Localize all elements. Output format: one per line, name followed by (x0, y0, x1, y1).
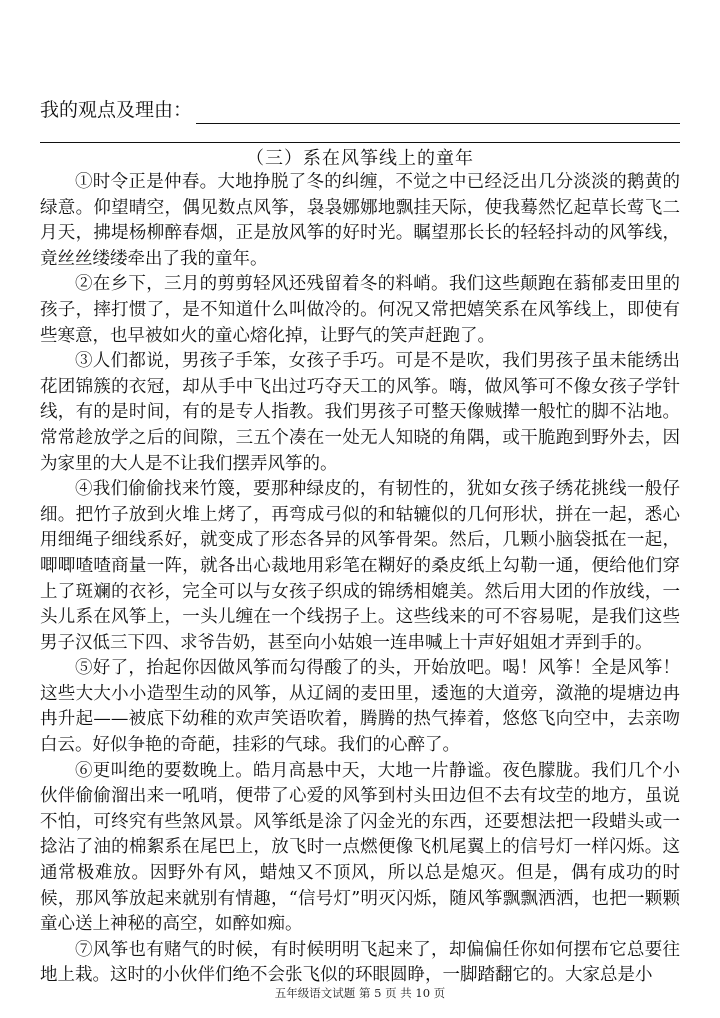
opinion-prompt (40, 96, 680, 124)
paragraph-2: ②在乡下，三月的剪剪轻风还残留着冬的料峭。我们这些颠跑在蓊郁麦田里的孩子，摔打惯了，是不知道什么叫做冷的。何况又常把嬉笑系在风筝线上，即使有些寒意，也早被如火的童心熔化掉，让野气的笑声赶跑了。 (40, 274, 680, 346)
page-footer: 五年级语文试题 第 5 页 共 10 页 (274, 986, 446, 1000)
paragraph-1: ①时令正是仲春。大地挣脱了冬的纠缠，不觉之中已经泛出几分淡淡的鹅黄的绿意。仰望晴空，偶见数点风筝，袅袅娜娜地飘挂天际，使我蓦然忆起草长莺飞二月天，拂堤杨柳醉春烟，正是放风筝的好时光。瞩望那长长的轻轻抖动的风筝线，竟丝丝缕缕牵出了我的童年。 (40, 172, 680, 269)
paragraph-3: ③人们都说，男孩子手笨，女孩子手巧。可是不是吹，我们男孩子虽未能绣出花团锦簇的衣冠，却从手中飞出过巧夺天工的风筝。嗨，做风筝可不像女孩子学针线，有的是时间，有的是专人指教。我们男孩子可整天像贼撵一般忙的脚不沾地。常常趁放学之后的间隙，三五个凑在一处无人知晓的角隅，或干脆跑到野外去，因为家里的大人是不让我们摆弄风筝的。 (40, 351, 680, 474)
section-title: （三）系在风筝线上的童年 (246, 148, 474, 169)
paragraph-5: ⑤好了，抬起你因做风筝而勾得酸了的头，开始放吧。喝！风筝！全是风筝！这些大大小小造型生动的风筝，从辽阔的麦田里，逶迤的大道旁，潋滟的堤塘边冉冉升起——被底下幼稚的欢声笑语吹着，腾腾的热气捧着，悠悠飞向空中，去亲吻白云。好似争艳的奇葩，挂彩的气球。我们的心醉了。 (40, 658, 680, 756)
opinion-answer-line[interactable] (196, 101, 680, 124)
paragraph-6: ⑥更叫绝的要数晚上。皓月高悬中天，大地一片静谧。夜色朦胧。我们几个小伙伴偷偷溜出来一吼哨，便带了心爱的风筝到村头田边但不去有坟茔的地方，虽说不怕，可终究有些煞风景。风筝纸是涂了闪金光的东西，还要想法把一段蜡头或一捻沾了油的棉絮系在尾巴上，放飞时一点燃便像飞机尾翼上的信号灯一样闪烁。这通常极难放。因野外有风，蜡烛又不顶风，所以总是熄灭。但是，偶有成功的时候，那风筝放起来就别有情趣，“信号灯”明灭闪烁，随风筝飘飘洒洒，也把一颗颗童心送上神秘的高空，如醉如痴。 (40, 760, 680, 935)
paragraph-7: ⑦风筝也有赌气的时候，有时候明明飞起来了，却偏偏任你如何摆布它总要往地上栽。这时的小伙伴们绝不会张飞似的环眼圆睁，一脚踏翻它的。大家总是小 (40, 939, 680, 986)
opinion-label: 我的观点及理由： (40, 99, 193, 121)
answer-line-2[interactable] (40, 142, 680, 143)
reading-passage (40, 170, 680, 989)
paragraph-4: ④我们偷偷找来竹篾，要那种绿皮的，有韧性的，犹如女孩子绣花挑线一般仔细。把竹子放到火堆上烤了，再弯成弓似的和轱辘似的几何形状，拼在一起，悉心用细绳子细线系好，就变成了形态各异的风筝骨架。然后，几颗小脑袋抵在一起，唧唧喳喳商量一阵，就各出心裁地用彩笔在糊好的桑皮纸上勾勒一通，便给他们穿上了斑斓的衣衫，完全可以与女孩子织成的锦绣相媲美。然后用大团的作放线，一头儿系在风筝上，一头儿缠在一个线拐子上。这些线来的可不容易呢，是我们这些男子汉低三下四、求爷告奶，甚至向小姑娘一连串喊上十声好姐姐才弄到手的。 (40, 479, 680, 653)
